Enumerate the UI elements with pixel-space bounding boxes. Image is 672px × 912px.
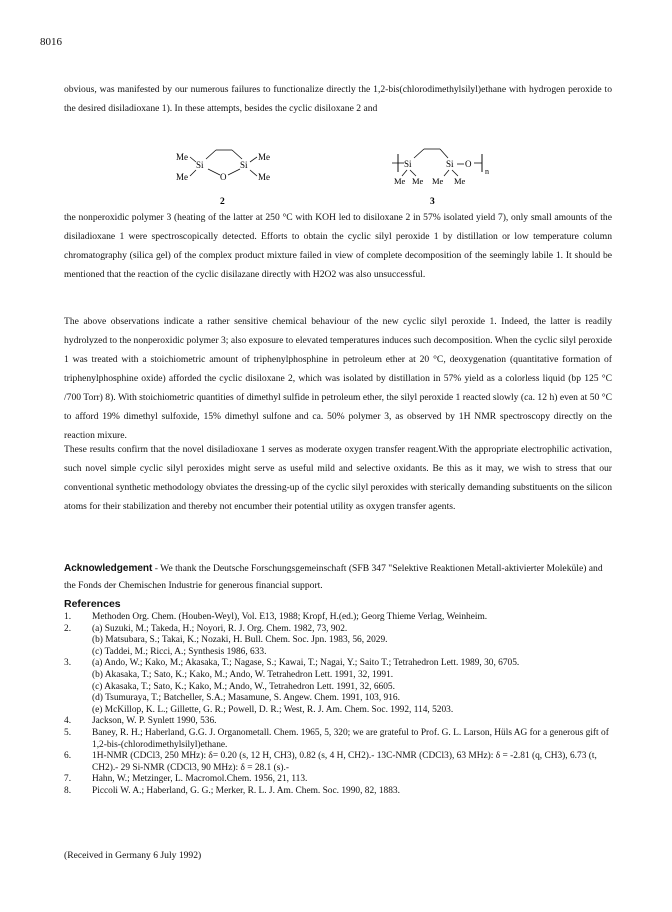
reference-item: 2. (a) Suzuki, M.; Takeda, H.; Noyori, R. J. Org. Chem. 1982, 73, 902.: [64, 623, 348, 634]
reference-item: 3. (a) Ando, W.; Kako, M.; Akasaka, T.; Nagase, S.; Kawai, T.; Nagai, Y.; Saito T.; Tetrahedron Lett. 1989, 30, 6705.: [64, 658, 520, 669]
reference-item: (b) Akasaka, T.; Sato, K.; Kako, M.; Ando, W. Tetrahedron Lett. 1991, 32, 1991.: [92, 669, 394, 680]
structure-cyclic-disiloxane: [176, 146, 286, 210]
atom-me-4: Me: [258, 172, 270, 182]
reference-item: (b) Matsubara, S.; Takai, K.; Nozaki, H. Bull. Chem. Soc. Jpn. 1983, 56, 2029.: [92, 635, 388, 646]
atom-si-1: Si: [404, 159, 412, 169]
bond: [444, 170, 449, 176]
acknowledgement: [64, 560, 612, 594]
bond: [440, 149, 448, 158]
atom-si-2: Si: [240, 160, 248, 170]
received-date: (Received in Germany 6 July 1992): [64, 850, 202, 861]
atom-o: O: [220, 172, 227, 182]
atom-si-1: Si: [196, 160, 204, 170]
atom-me-2: Me: [258, 152, 270, 162]
bond: [414, 149, 424, 158]
page-number: 8016: [40, 36, 62, 48]
acknowledgement-text: - We thank the Deutsche Forschungsgemeinschaft (SFB 347 "Selektive Reaktionen Metall-aktivierter Moleküle) and the Fonds der Chemischen Industrie for generous financial support.: [64, 563, 603, 591]
bond: [250, 157, 257, 162]
bond: [232, 150, 242, 159]
acknowledgement-title: Acknowledgement: [64, 563, 153, 574]
paragraph-observations: The above observations indicate a rather sensitive chemical behaviour of the new cyclic silyl peroxide 1. Indeed, the latter is readily hydrolyzed to the nonperoxidic polymer 3; also exposure to elevated temperatures induces such decomposition. When the cyclic silyl peroxide 1 was treated with a stoichiometric amount of triphenylphosphine in petroleum ether at 20 °C, deoxygenation (quantitative formation of triphenylphosphine oxide) afforded the cyclic disiloxane 2, which was isolated by distillation in 57% yield as a colorless liquid (bp 125 °C /700 Torr) 8). With stoichiometric quantities of dimethyl sulfide in petroleum ether, the silyl peroxide 1 reacted slowly (ca. 12 h) even at 50 °C to afford 19% dimethyl sulfoxide, 15% dimethyl sulfone and ca. 50% polymer 3, as observed by 1H NMR spectroscopy directly on the reaction mixure.: [64, 316, 612, 441]
structure-polymer: [392, 146, 502, 210]
atom-o: O: [465, 159, 472, 169]
reference-item: 4. Jackson, W. P. Synlett 1990, 536.: [64, 716, 217, 727]
references-list: [64, 612, 612, 798]
reference-item: 6. 1H-NMR (CDCl3, 250 MHz): δ= 0.20 (s, 12 H, CH3), 0.82 (s, 4 H, CH2).- 13C-NMR (CDCl3), 63 MHz): δ = -2.81 (q, CH3), 6.73 (t, CH2).- 29 Si-NMR (CDCl3, 90 MHz): δ = 28.1 (s).-: [64, 751, 597, 773]
reference-item: 5. Baney, R. H.; Haberland, G.G. J. Organometall. Chem. 1965, 5, 320; we are grateful to Prof. G. L. Larson, Hüls AG for a generous gift of 1,2-bis-(chlorodimethylsilyl)ethane.: [64, 727, 609, 750]
bond: [206, 150, 216, 159]
reference-item: (d) Tsumuraya, T.; Batcheller, S.A.; Masamune, S. Angew. Chem. 1991, 103, 916.: [92, 693, 400, 704]
atom-si-2: Si: [446, 159, 454, 169]
reference-item: (c) Taddei, M.; Ricci, A.; Synthesis 1986, 633.: [92, 646, 267, 657]
reference-item: 1. Methoden Org. Chem. (Houben-Weyl), Vol. E13, 1988; Kropf, H.(ed.); Georg Thieme Verlag, Weinheim.: [64, 612, 488, 622]
subscript-n: n: [485, 167, 489, 176]
bond: [190, 170, 196, 176]
reference-item: 8. Piccoli W. A.; Haberland, G. G.; Merker, R. L. J. Am. Chem. Soc. 1990, 82, 1883.: [64, 785, 400, 796]
bond: [208, 169, 220, 175]
atom-me-1: Me: [394, 176, 406, 186]
atom-me-2: Me: [412, 176, 424, 186]
references-title: References: [64, 598, 121, 610]
atom-me-3: Me: [432, 176, 444, 186]
reference-item: (c) Akasaka, T.; Sato, K.; Kako, M.; Ando, W., Tetrahedron Lett. 1991, 32, 6605.: [92, 681, 395, 692]
atom-me-3: Me: [176, 172, 188, 182]
paragraph-intro: obvious, was manifested by our numerous failures to functionalize directly the 1,2-bis(chlorodimethylsilyl)ethane with hydrogen peroxide to the desired disiladioxane 1). In these attempts, besides the cyclic disiloxane 2 and: [64, 84, 612, 114]
reference-item: (e) McKillop, K. L.; Gillette, G. R.; Powell, D. R.; West, R. J. Am. Chem. Soc. 1992, 114, 5203.: [92, 704, 454, 715]
paragraph-conclusion: These results confirm that the novel disiladioxane 1 serves as moderate oxygen transfer reagent.With the appropriate electrophilic activation, such novel simple cyclic silyl peroxides might serve as useful mild and selective oxidants. Be this as it may, we wish to stress that our conventional synthetic methodology obviates the dressing-up of the cyclic silyl peroxides with sterically demanding substituents on the silicon atoms for their stabilization and thereby not encumber their potential utility as oxygen transfer agents.: [64, 444, 612, 512]
compound-label-3: 3: [430, 197, 435, 207]
bond: [250, 170, 257, 176]
atom-me-1: Me: [176, 152, 188, 162]
paragraph-polymer: the nonperoxidic polymer 3 (heating of the latter at 250 °C with KOH led to disiloxane 2 in 57% isolated yield 7), only small amounts of the disiladioxane 1 were spectroscopically detected. Efforts to obtain the cyclic silyl peroxide 1 by distillation or low temperature column chromatography (silica gel) of the complex product mixture failed in view of complete decomposition of the seemingly labile 1. It should be mentioned that the reaction of the cyclic disilazane directly with H2O2 was also unsuccessful.: [64, 212, 612, 280]
compound-label-2: 2: [220, 197, 225, 207]
atom-me-4: Me: [454, 176, 466, 186]
bond: [228, 169, 240, 175]
reference-item: 7. Hahn, W.; Metzinger, L. Macromol.Chem. 1956, 21, 113.: [64, 774, 308, 785]
